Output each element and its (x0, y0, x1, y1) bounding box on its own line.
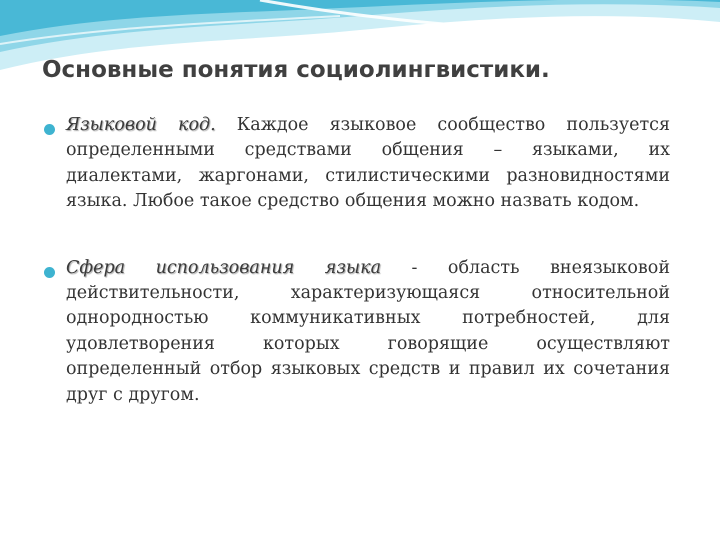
bullet-item-language-code (44, 113, 670, 215)
term-language-sphere: Сфера использования языка (66, 257, 381, 278)
term-language-code: Языковой код. (66, 115, 216, 135)
bullet-icon (44, 267, 55, 278)
bullet-item-language-sphere (44, 256, 670, 408)
definition-language-sphere: - область внеязыковой действительности, характеризующаяся относительной однородностью коммуникативных потребностей, для удовлетворения которых говорящие осуществляют определенный отбор языковых средств и правил их сочетания друг с другом. (66, 257, 670, 405)
definition-language-code: Каждое языковое сообщество пользуется определенными средствами общения – языками, их диалектами, жаргонами, стилистическими разновидностями языка. Любое такое средство общения можно назвать кодом. (66, 115, 670, 212)
bullet-icon (44, 124, 55, 135)
slide-title: Основные понятия социолингвистики. (42, 57, 550, 83)
bullet-paragraph (66, 256, 670, 408)
bullet-list (44, 113, 670, 408)
bullet-paragraph (66, 113, 670, 215)
